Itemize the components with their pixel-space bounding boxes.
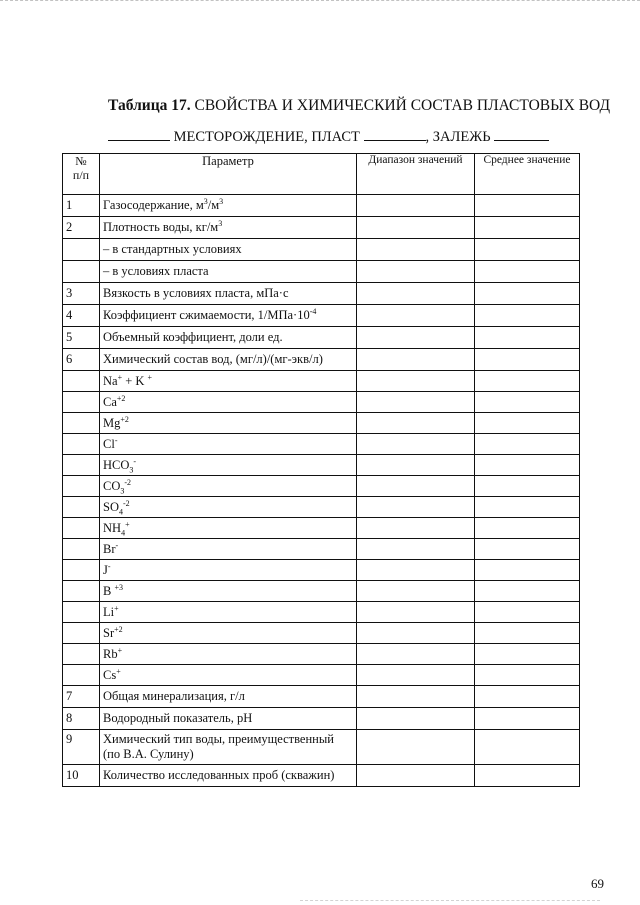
table-row — [63, 261, 580, 283]
layer-name-blank — [364, 128, 426, 141]
parameter-label: Ca — [103, 395, 117, 409]
range-value-cell[interactable] — [357, 327, 475, 349]
column-header-parameter: Параметр — [100, 154, 357, 195]
table-row — [63, 371, 580, 392]
table-row — [63, 560, 580, 581]
average-value-cell[interactable] — [475, 730, 580, 765]
average-value-cell[interactable] — [475, 392, 580, 413]
range-value-cell[interactable] — [357, 644, 475, 665]
parameter-superscript: + — [125, 519, 130, 529]
average-value-cell[interactable] — [475, 581, 580, 602]
parameter-label: Br — [103, 542, 116, 556]
table-row — [63, 239, 580, 261]
range-value-cell[interactable] — [357, 708, 475, 730]
range-value-cell[interactable] — [357, 283, 475, 305]
parameter-superscript: 3 — [203, 196, 208, 206]
table-row — [63, 730, 580, 765]
parameter-label: J — [103, 563, 108, 577]
parameter-label: Химический тип воды, преимущественный — [103, 732, 334, 746]
parameter-cell — [100, 217, 357, 239]
table-row — [63, 708, 580, 730]
parameter-superscript: +2 — [116, 393, 126, 403]
average-value-cell[interactable] — [475, 413, 580, 434]
average-value-cell[interactable] — [475, 195, 580, 217]
average-value-cell[interactable] — [475, 602, 580, 623]
average-value-cell[interactable] — [475, 560, 580, 581]
parameter-label-mid: + K — [122, 374, 148, 388]
parameter-cell — [100, 413, 357, 434]
field-name-blank — [108, 128, 170, 141]
parameter-superscript: - — [107, 561, 111, 571]
field-label: МЕСТОРОЖДЕНИЕ, ПЛАСТ — [173, 129, 360, 145]
parameter-cell — [100, 686, 357, 708]
parameter-subscript: 4 — [121, 528, 126, 538]
parameter-subscript: 3 — [129, 465, 134, 475]
deposit-label: , ЗАЛЕЖЬ — [425, 129, 491, 145]
table-row — [63, 665, 580, 686]
table-row — [63, 602, 580, 623]
range-value-cell[interactable] — [357, 239, 475, 261]
table-row — [63, 283, 580, 305]
parameter-cell — [100, 261, 357, 283]
parameter-cell — [100, 455, 357, 476]
row-number — [63, 602, 100, 623]
range-value-cell[interactable] — [357, 349, 475, 371]
range-value-cell[interactable] — [357, 581, 475, 602]
row-number — [63, 665, 100, 686]
average-value-cell[interactable] — [475, 665, 580, 686]
column-header-range: Диапазон значений — [357, 154, 475, 195]
row-number — [63, 455, 100, 476]
parameter-cell — [100, 708, 357, 730]
range-value-cell[interactable] — [357, 261, 475, 283]
parameter-superscript: - — [114, 435, 118, 445]
parameter-superscript: + — [116, 666, 121, 676]
parameter-superscript: + — [114, 603, 119, 613]
range-value-cell[interactable] — [357, 518, 475, 539]
table-row — [63, 765, 580, 787]
range-value-cell[interactable] — [357, 602, 475, 623]
row-number — [63, 476, 100, 497]
table-row — [63, 476, 580, 497]
parameter-label: – в условиях пласта — [103, 264, 209, 278]
table-row — [63, 539, 580, 560]
average-value-cell[interactable] — [475, 497, 580, 518]
table-row — [63, 217, 580, 239]
range-value-cell[interactable] — [357, 497, 475, 518]
parameter-label-mid: /м — [207, 198, 220, 212]
parameter-superscript: -4 — [309, 306, 317, 316]
parameter-cell — [100, 602, 357, 623]
parameter-label: – в стандартных условиях — [103, 242, 242, 256]
parameter-label: Газосодержание, м — [103, 198, 204, 212]
parameter-label: Cl — [103, 437, 115, 451]
range-value-cell[interactable] — [357, 392, 475, 413]
parameter-cell — [100, 765, 357, 787]
parameter-superscript: + — [147, 372, 153, 382]
parameter-cell — [100, 392, 357, 413]
row-number: 1 — [63, 195, 100, 217]
row-number — [63, 239, 100, 261]
row-number: 3 — [63, 283, 100, 305]
parameter-superscript: -2 — [122, 498, 130, 508]
parameter-superscript: + — [117, 372, 123, 382]
average-value-cell[interactable] — [475, 455, 580, 476]
table-title — [108, 97, 610, 115]
scan-edge-bottom — [300, 900, 600, 903]
properties-table — [62, 153, 580, 787]
average-value-cell[interactable] — [475, 476, 580, 497]
table-row — [63, 195, 580, 217]
row-number — [63, 518, 100, 539]
parameter-label: Водородный показатель, pH — [103, 711, 253, 725]
deposit-name-blank — [494, 128, 549, 141]
average-value-cell[interactable] — [475, 283, 580, 305]
range-value-cell[interactable] — [357, 539, 475, 560]
average-value-cell[interactable] — [475, 708, 580, 730]
parameter-superscript: 3 — [218, 218, 223, 228]
range-value-cell[interactable] — [357, 623, 475, 644]
table-subtitle — [108, 128, 549, 146]
table-row — [63, 349, 580, 371]
row-number: 6 — [63, 349, 100, 371]
parameter-superscript: +2 — [114, 624, 123, 634]
parameter-cell — [100, 305, 357, 327]
parameter-label-line2: (по В.А. Сулину) — [103, 747, 194, 761]
parameter-label: Плотность воды, кг/м — [103, 220, 219, 234]
table-row — [63, 305, 580, 327]
parameter-cell — [100, 623, 357, 644]
parameter-label: Общая минерализация, г/л — [103, 689, 245, 703]
parameter-cell — [100, 497, 357, 518]
parameter-label: CO — [103, 479, 121, 493]
row-number: 8 — [63, 708, 100, 730]
parameter-label: SO — [103, 500, 119, 514]
range-value-cell[interactable] — [357, 195, 475, 217]
row-number: 2 — [63, 217, 100, 239]
table-header-row — [63, 154, 580, 195]
parameter-cell — [100, 239, 357, 261]
parameter-cell — [100, 327, 357, 349]
row-number — [63, 392, 100, 413]
row-number — [63, 560, 100, 581]
table-row — [63, 455, 580, 476]
row-number: 4 — [63, 305, 100, 327]
row-number — [63, 644, 100, 665]
row-number — [63, 623, 100, 644]
parameter-cell — [100, 730, 357, 765]
parameter-label: Вязкость в условиях пласта, мПа·с — [103, 286, 289, 300]
row-number — [63, 371, 100, 392]
parameter-cell — [100, 665, 357, 686]
table-row — [63, 327, 580, 349]
parameter-label: Sr — [103, 626, 115, 640]
parameter-cell — [100, 349, 357, 371]
range-value-cell[interactable] — [357, 476, 475, 497]
parameter-subscript: 3 — [120, 486, 125, 496]
table-row — [63, 434, 580, 455]
parameter-cell — [100, 476, 357, 497]
average-value-cell[interactable] — [475, 623, 580, 644]
row-number — [63, 539, 100, 560]
row-number: 7 — [63, 686, 100, 708]
parameter-cell — [100, 581, 357, 602]
column-header-number: № п/п — [63, 154, 100, 195]
parameter-cell — [100, 518, 357, 539]
range-value-cell[interactable] — [357, 665, 475, 686]
column-header-average: Среднее значение — [475, 154, 580, 195]
average-value-cell[interactable] — [475, 349, 580, 371]
average-value-cell[interactable] — [475, 686, 580, 708]
average-value-cell[interactable] — [475, 261, 580, 283]
range-value-cell[interactable] — [357, 686, 475, 708]
table-row — [63, 623, 580, 644]
parameter-label: Коэффициент сжимаемости, 1/МПа·10 — [103, 308, 310, 322]
average-value-cell[interactable] — [475, 644, 580, 665]
parameter-superscript: - — [115, 540, 119, 550]
parameter-cell — [100, 434, 357, 455]
parameter-cell — [100, 283, 357, 305]
table-title-prefix: Таблица 17. — [108, 97, 191, 114]
range-value-cell[interactable] — [357, 730, 475, 765]
parameter-label: Rb — [103, 647, 118, 661]
parameter-cell — [100, 644, 357, 665]
parameter-superscript: -2 — [124, 477, 132, 487]
average-value-cell[interactable] — [475, 217, 580, 239]
parameter-superscript: - — [133, 456, 137, 466]
parameter-superscript: +2 — [120, 414, 129, 424]
range-value-cell[interactable] — [357, 455, 475, 476]
table-row — [63, 413, 580, 434]
parameter-superscript: + — [117, 645, 123, 655]
parameter-superscript: 3 — [219, 196, 224, 206]
table-row — [63, 497, 580, 518]
range-value-cell[interactable] — [357, 560, 475, 581]
parameter-cell — [100, 539, 357, 560]
table-row — [63, 392, 580, 413]
parameter-label: Количество исследованных проб (скважин) — [103, 768, 335, 782]
row-number: 9 — [63, 730, 100, 765]
row-number — [63, 581, 100, 602]
parameter-label: Cs — [103, 668, 117, 682]
range-value-cell[interactable] — [357, 434, 475, 455]
row-number — [63, 497, 100, 518]
table-row — [63, 686, 580, 708]
range-value-cell[interactable] — [357, 217, 475, 239]
average-value-cell[interactable] — [475, 539, 580, 560]
row-number: 10 — [63, 765, 100, 787]
table-row — [63, 581, 580, 602]
range-value-cell[interactable] — [357, 371, 475, 392]
average-value-cell[interactable] — [475, 518, 580, 539]
average-value-cell[interactable] — [475, 371, 580, 392]
scan-edge-top — [0, 0, 640, 7]
page-number: 69 — [591, 876, 604, 891]
range-value-cell[interactable] — [357, 413, 475, 434]
range-value-cell[interactable] — [357, 305, 475, 327]
row-number — [63, 434, 100, 455]
table-row — [63, 644, 580, 665]
average-value-cell[interactable] — [475, 434, 580, 455]
parameter-label: HCO — [103, 458, 130, 472]
average-value-cell[interactable] — [475, 765, 580, 787]
parameter-cell — [100, 371, 357, 392]
table-row — [63, 518, 580, 539]
row-number: 5 — [63, 327, 100, 349]
parameter-label: Mg — [103, 416, 121, 430]
parameter-label: B — [103, 584, 115, 598]
average-value-cell[interactable] — [475, 239, 580, 261]
average-value-cell[interactable] — [475, 327, 580, 349]
parameter-label: Li — [103, 605, 115, 619]
parameter-label: Na — [103, 374, 118, 388]
parameter-cell — [100, 195, 357, 217]
parameter-label: Объемный коэффициент, доли ед. — [103, 330, 283, 344]
parameter-cell — [100, 560, 357, 581]
parameter-subscript: 4 — [118, 507, 123, 517]
parameter-label: NH — [103, 521, 122, 535]
table-title-text: СВОЙСТВА И ХИМИЧЕСКИЙ СОСТАВ ПЛАСТОВЫХ ВОД — [194, 97, 611, 114]
row-number — [63, 261, 100, 283]
row-number — [63, 413, 100, 434]
parameter-superscript: +3 — [114, 582, 123, 592]
range-value-cell[interactable] — [357, 765, 475, 787]
average-value-cell[interactable] — [475, 305, 580, 327]
parameter-label: Химический состав вод, (мг/л)/(мг-экв/л) — [103, 352, 323, 366]
